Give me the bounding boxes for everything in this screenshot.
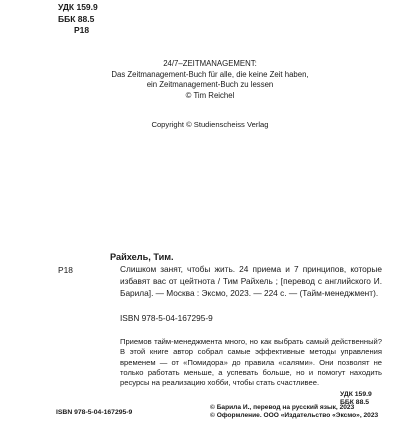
isbn-footer: ISBN 978-5-04-167295-9 — [56, 409, 133, 416]
original-title-line-2: Das Zeitmanagement-Buch für alle, die keine Zeit haben, — [111, 69, 309, 79]
bbk-code-bottom: ББК 88.5 — [340, 399, 370, 407]
original-edition-info — [0, 59, 420, 101]
original-title-line-3: ein Zeitmanagement-Buch zu lessen — [146, 80, 274, 90]
original-title-line-1: 24/7–ZEITMANAGEMENT: — [163, 59, 257, 68]
udk-code: УДК 159.9 — [58, 2, 98, 12]
isbn: ISBN 978-5-04-167295-9 — [120, 313, 213, 323]
original-author-copyright: © Tim Reichel — [185, 90, 235, 100]
author-heading: Райхель, Тим. — [110, 252, 174, 262]
cutter-code: Р18 — [74, 25, 90, 35]
design-copyright: © Оформление. ООО «Издательство «Эксмо», 2023 — [210, 412, 379, 420]
publisher-copyright: Copyright © Studienscheiss Verlag — [151, 120, 269, 129]
translation-copyright: © Барила И., перевод на русский язык, 2023 — [210, 404, 355, 411]
copyright-notices — [210, 404, 378, 421]
udk-code-bottom: УДК 159.9 — [340, 391, 372, 398]
bbk-code: ББК 88.5 — [58, 13, 95, 24]
bibliographic-description: Слишком занят, чтобы жить. 24 приема и 7 принципов, которые избавят вас от цейтнота / Тим Райхель ; [перевод с английского И. Барила]. — Москва : Эксмо, 2023. — 224 с. — (Тайм-менеджмент). — [120, 264, 382, 298]
record-cutter: Р18 — [58, 265, 73, 275]
classification-codes — [58, 2, 98, 37]
annotation: Приемов тайм-менеджмента много, но как выбрать самый действенный? В этой книге автор собрал самые эффективные методы управления временем — от «Помидора» до правила «салями». Они позволят не только работать меньше, а успевать больше, но и помогут находить ресурсы на реализацию хобби, чтобы стать счастливее. — [120, 337, 382, 388]
